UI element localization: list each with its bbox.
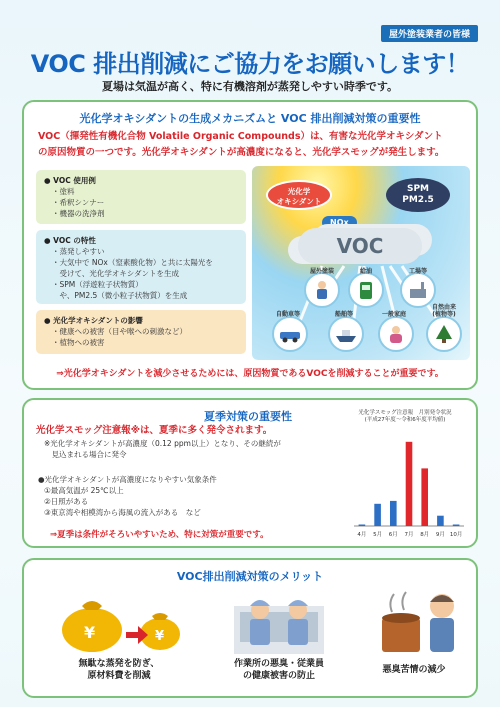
weather-conditions (38, 474, 338, 518)
smog-alert-term: 光化学スモッグ注意報 (36, 425, 131, 436)
chart-tick-label: 8月 (420, 532, 430, 538)
smog-note (44, 438, 334, 460)
tree-source-icon (426, 316, 462, 352)
merit-health-line-1: 作業所の悪臭・従業員 (233, 659, 324, 669)
list-item: 受けて、光化学オキシダントを生成 (52, 269, 180, 278)
chart-svg (342, 424, 468, 540)
oxidant-sun-label: 光化学 オキシダント (266, 180, 332, 210)
odor-illustration (376, 584, 466, 656)
chart-bar (421, 468, 428, 526)
page-title: VOC 排出削減にご協力をお願いします！ (30, 50, 470, 78)
money-bags-illustration (52, 588, 182, 654)
smog-alert-chart (342, 410, 468, 542)
chart-bar (390, 501, 397, 526)
car-source-icon (272, 316, 308, 352)
household-source-icon (378, 316, 414, 352)
chart-bar (406, 442, 413, 526)
source-label: 屋外塗装 (309, 268, 334, 275)
chart-title: 光化学スモッグ注意報 月別発令状況 (358, 410, 452, 416)
list-item: ①最高気温が 25℃以上 (44, 486, 124, 495)
list-item: ②日照がある (44, 497, 89, 506)
fuel-source-icon (348, 272, 384, 308)
section1-heading: 光化学オキシダントの生成メカニズムと VOC 排出削減対策の重要性 (79, 112, 421, 125)
workers-illustration (224, 586, 334, 656)
merit-health (204, 658, 354, 682)
chart-bar (453, 525, 460, 527)
list-item: ・SPM（浮遊粒子状物質） (52, 280, 143, 289)
chart-tick-label: 10月 (449, 532, 463, 538)
yen-symbol-2: ¥ (155, 629, 165, 644)
section2-heading: 夏季対策の重要性 (204, 410, 292, 423)
list-item: ・植物への被害 (52, 338, 105, 347)
smog-lead (36, 422, 272, 436)
list-item: ③東京湾や相模湾から海風の流入がある など (44, 508, 201, 517)
painting-source-icon (304, 272, 340, 308)
spm-line-1: SPM (406, 184, 430, 194)
list-item: ・希釈シンナー (52, 198, 105, 207)
voc-usage-box (36, 170, 246, 224)
voc-mechanism-illustration (252, 166, 470, 360)
voc-usage-title: ● VOC 使用例 (44, 176, 96, 185)
section1-intro (38, 129, 466, 161)
list-item: や、PM2.5（微小粒子状物質）を生成 (52, 291, 188, 300)
source-label: 給油 (359, 268, 372, 275)
chart-tick-label: 9月 (435, 532, 445, 538)
voc-properties-title: ● VOC の特性 (44, 236, 96, 245)
section3-heading: VOC排出削減対策のメリット (176, 570, 324, 583)
voc-cloud: VOC (298, 228, 422, 264)
oxidant-effects-title: ● 光化学オキシダントの影響 (44, 316, 143, 325)
voc-properties-box (36, 230, 246, 304)
page-subtitle: 夏場は気温が高く、特に有機溶剤が蒸発しやすい時季です。 (102, 80, 398, 93)
yen-symbol-1: ¥ (84, 623, 96, 642)
list-item: ・蒸発しやすい (52, 247, 105, 256)
section1-conclusion: ⇒光化学オキシダントを減少させるためには、原因物質であるVOCを削減することが重要です。 (56, 369, 444, 379)
nox-label: NOx (322, 216, 357, 229)
merits-panel (22, 558, 478, 698)
source-label: 自然由来 (植物等) (431, 304, 456, 318)
source-label: 一般家庭 (381, 311, 406, 318)
merit-cost-line-2: 原材料費を削減 (87, 671, 151, 681)
chart-subtitle: (平成27年度～令和6年度平均値) (364, 417, 446, 423)
source-label: 船舶等 (334, 311, 353, 318)
chart-tick-label: 6月 (388, 532, 398, 538)
merit-cost (44, 658, 194, 682)
oxidant-effects-box (36, 310, 246, 354)
smog-lead-rest: ※は、夏季に多く発令されます。 (130, 425, 273, 436)
source-label: 自動車等 (275, 311, 300, 318)
intro-line-2: の原因物質の一つです。光化学オキシダントが高濃度になると、光化学スモッグが発生します。 (38, 147, 445, 158)
chart-bar (374, 504, 381, 526)
chart-tick-label: 4月 (357, 532, 367, 538)
note-line-1: ※光化学オキシダントが高濃度（0.12 ppm以上）となり、その継続が (44, 439, 281, 448)
intro-line-1: VOC（揮発性有機化合物 Volatile Organic Compounds）は、有害な光化学オキシダント (38, 131, 443, 142)
chart-tick-label: 7月 (404, 532, 414, 538)
list-item: ・機器の洗浄剤 (52, 209, 105, 218)
chart-bar (437, 516, 444, 526)
chart-bar (359, 525, 366, 527)
audience-tag: 屋外塗装業者の皆様 (381, 25, 478, 42)
factory-source-icon (400, 272, 436, 308)
source-label: 工場等 (408, 268, 427, 275)
conditions-title: ●光化学オキシダントが高濃度になりやすい気象条件 (38, 475, 217, 484)
list-item: ・健康への被害（目や喉への刺激など） (52, 327, 187, 336)
voc-usage-list (44, 186, 238, 219)
merit-cost-line-1: 無駄な蒸発を防ぎ、 (78, 659, 160, 669)
chart-tick-label: 5月 (373, 532, 383, 538)
section2-conclusion: ⇒夏季は条件がそろいやすいため、特に対策が重要です。 (50, 530, 269, 540)
spm-line-2: PM2.5 (402, 195, 434, 205)
merit-health-line-2: の健康被害の防止 (242, 671, 315, 681)
merit-odor: 悪臭苦情の減少 (382, 665, 446, 675)
summer-panel (22, 398, 478, 548)
list-item: ・大気中で NOx（窒素酸化物）と共に太陽光を (52, 258, 213, 267)
voc-properties-list (44, 246, 238, 301)
ship-source-icon (328, 316, 364, 352)
list-item: ・塗料 (52, 187, 75, 196)
oxidant-effects-list (44, 326, 238, 348)
mechanism-panel (22, 100, 478, 390)
note-line-2: 見込まれる場合に発令 (44, 450, 127, 459)
